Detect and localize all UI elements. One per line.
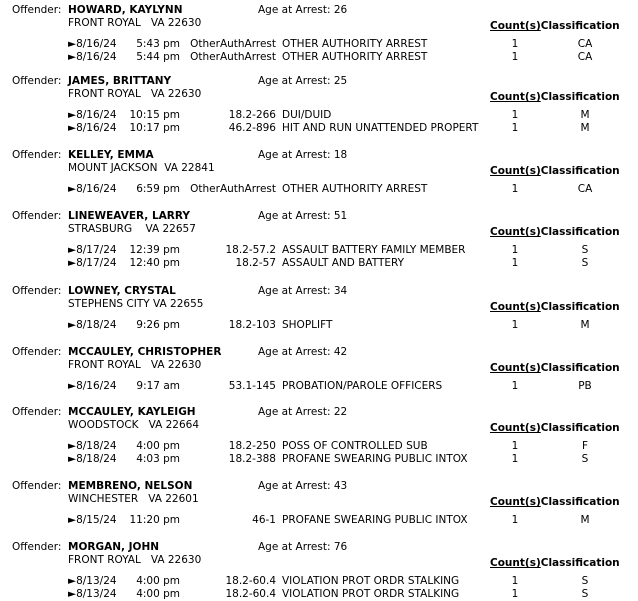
charge-count: 1 — [511, 122, 519, 134]
charge-description: VIOLATION PROT ORDR STALKING — [282, 588, 460, 600]
age-label: Age at Arrest: — [258, 75, 331, 87]
charge-time: 4:00 pm — [136, 440, 180, 452]
charge-statute: 18.2-103 — [228, 319, 276, 331]
charge-statute: 18.2-57 — [235, 257, 276, 269]
charge-count: 1 — [511, 380, 519, 392]
charge-row — [0, 122, 638, 135]
charge-classification: CA — [577, 38, 593, 50]
offender-label: Offender: — [12, 541, 62, 553]
offender-name: MEMBRENO, NELSON — [68, 480, 193, 492]
offender-label: Offender: — [12, 480, 62, 492]
charge-count: 1 — [511, 257, 519, 269]
charge-description: PROFANE SWEARING PUBLIC INTOX — [282, 514, 468, 526]
charge-row — [0, 588, 638, 601]
charge-count: 1 — [511, 575, 519, 587]
charge-time: 4:00 pm — [136, 588, 180, 600]
charge-count: 1 — [511, 588, 519, 600]
offender-name: MCCAULEY, CHRISTOPHER — [68, 346, 222, 358]
charge-date: ►8/16/24 — [68, 51, 117, 63]
offender-address: MOUNT JACKSON VA 22841 — [68, 162, 215, 174]
charge-time: 11:20 pm — [129, 514, 180, 526]
charge-statute: 18.2-388 — [228, 453, 276, 465]
age-at-arrest — [258, 149, 347, 161]
offender-label: Offender: — [12, 149, 62, 161]
counts-column-header: Count(s) — [490, 20, 541, 32]
offender-address: FRONT ROYAL VA 22630 — [68, 88, 202, 100]
counts-column-header: Count(s) — [490, 91, 541, 103]
charge-date: ►8/13/24 — [68, 575, 117, 587]
age-label: Age at Arrest: — [258, 480, 331, 492]
offender-address: WINCHESTER VA 22601 — [68, 493, 199, 505]
charges-header — [490, 496, 620, 508]
offender-name: LOWNEY, CRYSTAL — [68, 285, 176, 297]
offender-record — [0, 541, 638, 599]
offender-name: KELLEY, EMMA — [68, 149, 154, 161]
charge-description: DUI/DUID — [282, 109, 332, 121]
charge-count: 1 — [511, 38, 519, 50]
age-label: Age at Arrest: — [258, 541, 331, 553]
age-value: 51 — [333, 210, 348, 222]
age-at-arrest — [258, 4, 347, 16]
offender-label: Offender: — [12, 210, 62, 222]
counts-column-header: Count(s) — [490, 301, 541, 313]
charge-classification: CA — [577, 183, 593, 195]
offender-address: STEPHENS CITY VA 22655 — [68, 298, 204, 310]
offender-name: HOWARD, KAYLYNN — [68, 4, 183, 16]
offender-address: FRONT ROYAL VA 22630 — [68, 17, 202, 29]
offender-name: MCCAULEY, KAYLEIGH — [68, 406, 196, 418]
charge-row — [0, 380, 638, 393]
charge-time: 9:17 am — [136, 380, 180, 392]
age-at-arrest — [258, 406, 347, 418]
age-value: 26 — [333, 4, 348, 16]
charge-date: ►8/16/24 — [68, 183, 117, 195]
charge-time: 4:00 pm — [136, 575, 180, 587]
charges-header — [490, 91, 620, 103]
charge-time: 12:39 pm — [129, 244, 180, 256]
charge-date: ►8/18/24 — [68, 440, 117, 452]
charge-time: 9:26 pm — [136, 319, 180, 331]
charge-row — [0, 453, 638, 466]
age-value: 34 — [333, 285, 348, 297]
charge-date: ►8/16/24 — [68, 109, 117, 121]
charge-time: 6:59 pm — [136, 183, 180, 195]
charge-description: HIT AND RUN UNATTENDED PROPERT — [282, 122, 479, 134]
offender-address: STRASBURG VA 22657 — [68, 223, 196, 235]
charge-row — [0, 38, 638, 51]
charge-count: 1 — [511, 51, 519, 63]
charge-statute: 18.2-266 — [228, 109, 276, 121]
charge-statute: OtherAuthArrest — [190, 183, 276, 195]
charges-header — [490, 362, 620, 374]
age-at-arrest — [258, 480, 347, 492]
charge-row — [0, 244, 638, 257]
charge-classification: M — [580, 319, 590, 331]
charge-classification: S — [581, 244, 589, 256]
charges-header — [490, 20, 620, 32]
offender-record — [0, 75, 638, 133]
offender-record — [0, 4, 638, 62]
age-at-arrest — [258, 75, 347, 87]
charge-statute: 18.2-250 — [228, 440, 276, 452]
age-label: Age at Arrest: — [258, 285, 331, 297]
classification-column-header: Classification — [540, 20, 620, 32]
charge-count: 1 — [511, 453, 519, 465]
offender-record — [0, 210, 638, 268]
charge-row — [0, 183, 638, 196]
charge-time: 10:17 pm — [129, 122, 180, 134]
charge-statute: 18.2-60.4 — [225, 575, 276, 587]
charge-statute: 46.2-896 — [228, 122, 276, 134]
age-at-arrest — [258, 346, 347, 358]
counts-column-header: Count(s) — [490, 557, 541, 569]
age-label: Age at Arrest: — [258, 406, 331, 418]
counts-column-header: Count(s) — [490, 496, 541, 508]
charge-date: ►8/15/24 — [68, 514, 117, 526]
charge-date: ►8/18/24 — [68, 319, 117, 331]
offender-record — [0, 149, 638, 207]
classification-column-header: Classification — [540, 496, 620, 508]
charges-header — [490, 165, 620, 177]
charge-description: OTHER AUTHORITY ARREST — [282, 51, 428, 63]
classification-column-header: Classification — [540, 557, 620, 569]
charge-time: 5:44 pm — [136, 51, 180, 63]
charge-date: ►8/16/24 — [68, 122, 117, 134]
offender-record — [0, 346, 638, 404]
offender-label: Offender: — [12, 406, 62, 418]
offender-label: Offender: — [12, 75, 62, 87]
charge-classification: M — [580, 514, 590, 526]
offender-label: Offender: — [12, 285, 62, 297]
offender-name: MORGAN, JOHN — [68, 541, 160, 553]
charge-classification: S — [581, 257, 589, 269]
charge-statute: OtherAuthArrest — [190, 51, 276, 63]
charge-classification: S — [581, 588, 589, 600]
charge-time: 12:40 pm — [129, 257, 180, 269]
charge-count: 1 — [511, 319, 519, 331]
counts-column-header: Count(s) — [490, 422, 541, 434]
age-value: 25 — [333, 75, 348, 87]
age-label: Age at Arrest: — [258, 210, 331, 222]
charge-row — [0, 514, 638, 527]
age-value: 22 — [333, 406, 348, 418]
charge-statute: OtherAuthArrest — [190, 38, 276, 50]
charges-header — [490, 422, 620, 434]
age-label: Age at Arrest: — [258, 346, 331, 358]
charge-date: ►8/17/24 — [68, 257, 117, 269]
offender-address: WOODSTOCK VA 22664 — [68, 419, 200, 431]
age-value: 76 — [333, 541, 348, 553]
charge-description: ASSAULT BATTERY FAMILY MEMBER — [282, 244, 466, 256]
charge-description: PROBATION/PAROLE OFFICERS — [282, 380, 443, 392]
charge-count: 1 — [511, 244, 519, 256]
age-at-arrest — [258, 541, 347, 553]
offender-name: JAMES, BRITTANY — [68, 75, 172, 87]
charge-classification: F — [581, 440, 589, 452]
offender-record — [0, 285, 638, 343]
charge-classification: S — [581, 453, 589, 465]
age-at-arrest — [258, 210, 347, 222]
charge-date: ►8/16/24 — [68, 38, 117, 50]
classification-column-header: Classification — [540, 226, 620, 238]
charges-header — [490, 557, 620, 569]
classification-column-header: Classification — [540, 422, 620, 434]
charge-count: 1 — [511, 109, 519, 121]
charge-count: 1 — [511, 440, 519, 452]
charge-date: ►8/18/24 — [68, 453, 117, 465]
charge-row — [0, 51, 638, 64]
charge-row — [0, 319, 638, 332]
charge-description: OTHER AUTHORITY ARREST — [282, 183, 428, 195]
charge-time: 4:03 pm — [136, 453, 180, 465]
charge-description: SHOPLIFT — [282, 319, 333, 331]
age-value: 43 — [333, 480, 348, 492]
charge-classification: M — [580, 109, 590, 121]
offender-name: LINEWEAVER, LARRY — [68, 210, 190, 222]
offender-label: Offender: — [12, 346, 62, 358]
counts-column-header: Count(s) — [490, 362, 541, 374]
counts-column-header: Count(s) — [490, 226, 541, 238]
charge-statute: 18.2-57.2 — [225, 244, 276, 256]
charges-header — [490, 226, 620, 238]
charge-row — [0, 575, 638, 588]
charge-statute: 53.1-145 — [228, 380, 276, 392]
charges-header — [490, 301, 620, 313]
charge-count: 1 — [511, 514, 519, 526]
charge-row — [0, 109, 638, 122]
charge-classification: CA — [577, 51, 593, 63]
charge-row — [0, 440, 638, 453]
offender-address: FRONT ROYAL VA 22630 — [68, 554, 202, 566]
charge-description: POSS OF CONTROLLED SUB — [282, 440, 428, 452]
charge-date: ►8/16/24 — [68, 380, 117, 392]
charge-time: 10:15 pm — [129, 109, 180, 121]
age-at-arrest — [258, 285, 347, 297]
charge-statute: 18.2-60.4 — [225, 588, 276, 600]
age-value: 18 — [333, 149, 348, 161]
classification-column-header: Classification — [540, 362, 620, 374]
age-label: Age at Arrest: — [258, 149, 331, 161]
charge-classification: PB — [578, 380, 592, 392]
offender-record — [0, 480, 638, 538]
charge-time: 5:43 pm — [136, 38, 180, 50]
classification-column-header: Classification — [540, 91, 620, 103]
charge-classification: M — [580, 122, 590, 134]
age-value: 42 — [333, 346, 348, 358]
offender-label: Offender: — [12, 4, 62, 16]
charge-count: 1 — [511, 183, 519, 195]
charge-description: PROFANE SWEARING PUBLIC INTOX — [282, 453, 468, 465]
offender-record — [0, 406, 638, 464]
charge-description: VIOLATION PROT ORDR STALKING — [282, 575, 460, 587]
offender-address: FRONT ROYAL VA 22630 — [68, 359, 202, 371]
age-label: Age at Arrest: — [258, 4, 331, 16]
charge-description: ASSAULT AND BATTERY — [282, 257, 405, 269]
charge-description: OTHER AUTHORITY ARREST — [282, 38, 428, 50]
charge-row — [0, 257, 638, 270]
charge-date: ►8/17/24 — [68, 244, 117, 256]
classification-column-header: Classification — [540, 301, 620, 313]
counts-column-header: Count(s) — [490, 165, 541, 177]
charge-classification: S — [581, 575, 589, 587]
classification-column-header: Classification — [540, 165, 620, 177]
charge-statute: 46-1 — [252, 514, 276, 526]
charge-date: ►8/13/24 — [68, 588, 117, 600]
